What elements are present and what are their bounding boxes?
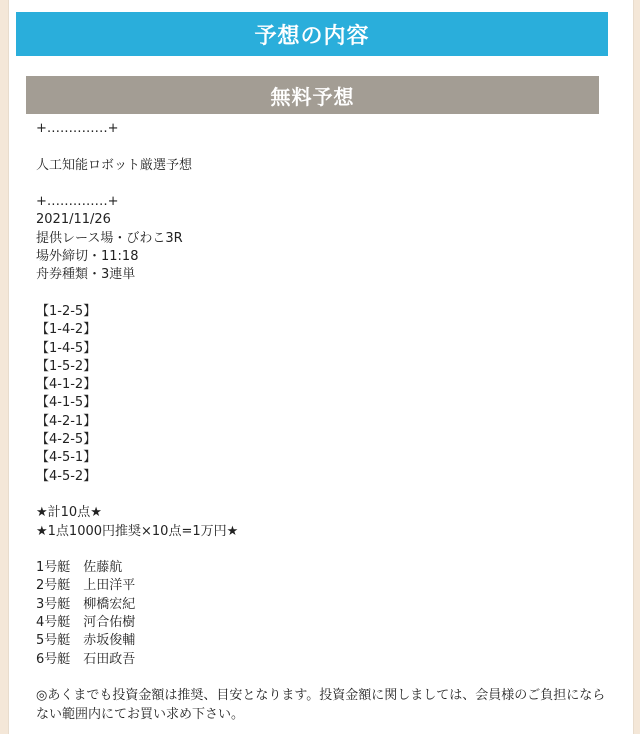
blank-line	[36, 541, 606, 559]
race-venue: 提供レース場・びわこ3R	[36, 230, 183, 246]
racer-item: 3号艇 柳橋宏紀	[36, 596, 136, 612]
prediction-heading: 人工知能ロボット厳選予想	[36, 157, 193, 173]
blank-line	[36, 669, 606, 687]
combination-item: 【4-5-2】	[36, 468, 97, 484]
racer-item: 2号艇 上田洋平	[36, 578, 136, 594]
separator-line: +‥‥‥‥‥‥‥+	[36, 194, 119, 210]
separator-line: +‥‥‥‥‥‥‥+	[36, 121, 119, 136]
page-title: 予想の内容	[16, 12, 608, 56]
recommended-amount: ★1点1000円推奨×10点=1万円★	[36, 523, 239, 539]
section-title: 無料予想	[26, 76, 599, 114]
blank-line	[36, 285, 606, 303]
combination-item: 【1-2-5】	[36, 303, 97, 319]
racer-item: 6号艇 石田政吾	[36, 651, 136, 667]
race-deadline: 場外締切・11:18	[36, 249, 139, 265]
race-date: 2021/11/26	[36, 212, 111, 228]
blank-line	[36, 175, 606, 193]
ticket-type: 舟券種類・3連単	[36, 267, 136, 283]
investment-note: ◎あくまでも投資金額は推奨、目安となります。投資金額に関しましては、会員様のご負担にならない範囲内にてお買い求め下さい。	[36, 688, 606, 722]
combination-item: 【4-5-1】	[36, 450, 97, 466]
combination-item: 【4-1-2】	[36, 377, 97, 393]
combination-item: 【4-2-1】	[36, 413, 97, 429]
combination-item: 【4-1-5】	[36, 395, 97, 411]
combination-item: 【1-5-2】	[36, 358, 97, 374]
blank-line	[36, 138, 606, 156]
racer-item: 5号艇 赤坂俊輔	[36, 633, 136, 649]
combination-item: 【1-4-5】	[36, 340, 97, 356]
total-points: ★計10点★	[36, 505, 102, 521]
blank-line	[36, 486, 606, 504]
combination-item: 【1-4-2】	[36, 322, 97, 338]
racer-item: 4号艇 河合佑樹	[36, 615, 136, 631]
prediction-content	[36, 120, 606, 724]
racer-item: 1号艇 佐藤航	[36, 560, 123, 576]
combination-item: 【4-2-5】	[36, 432, 97, 448]
